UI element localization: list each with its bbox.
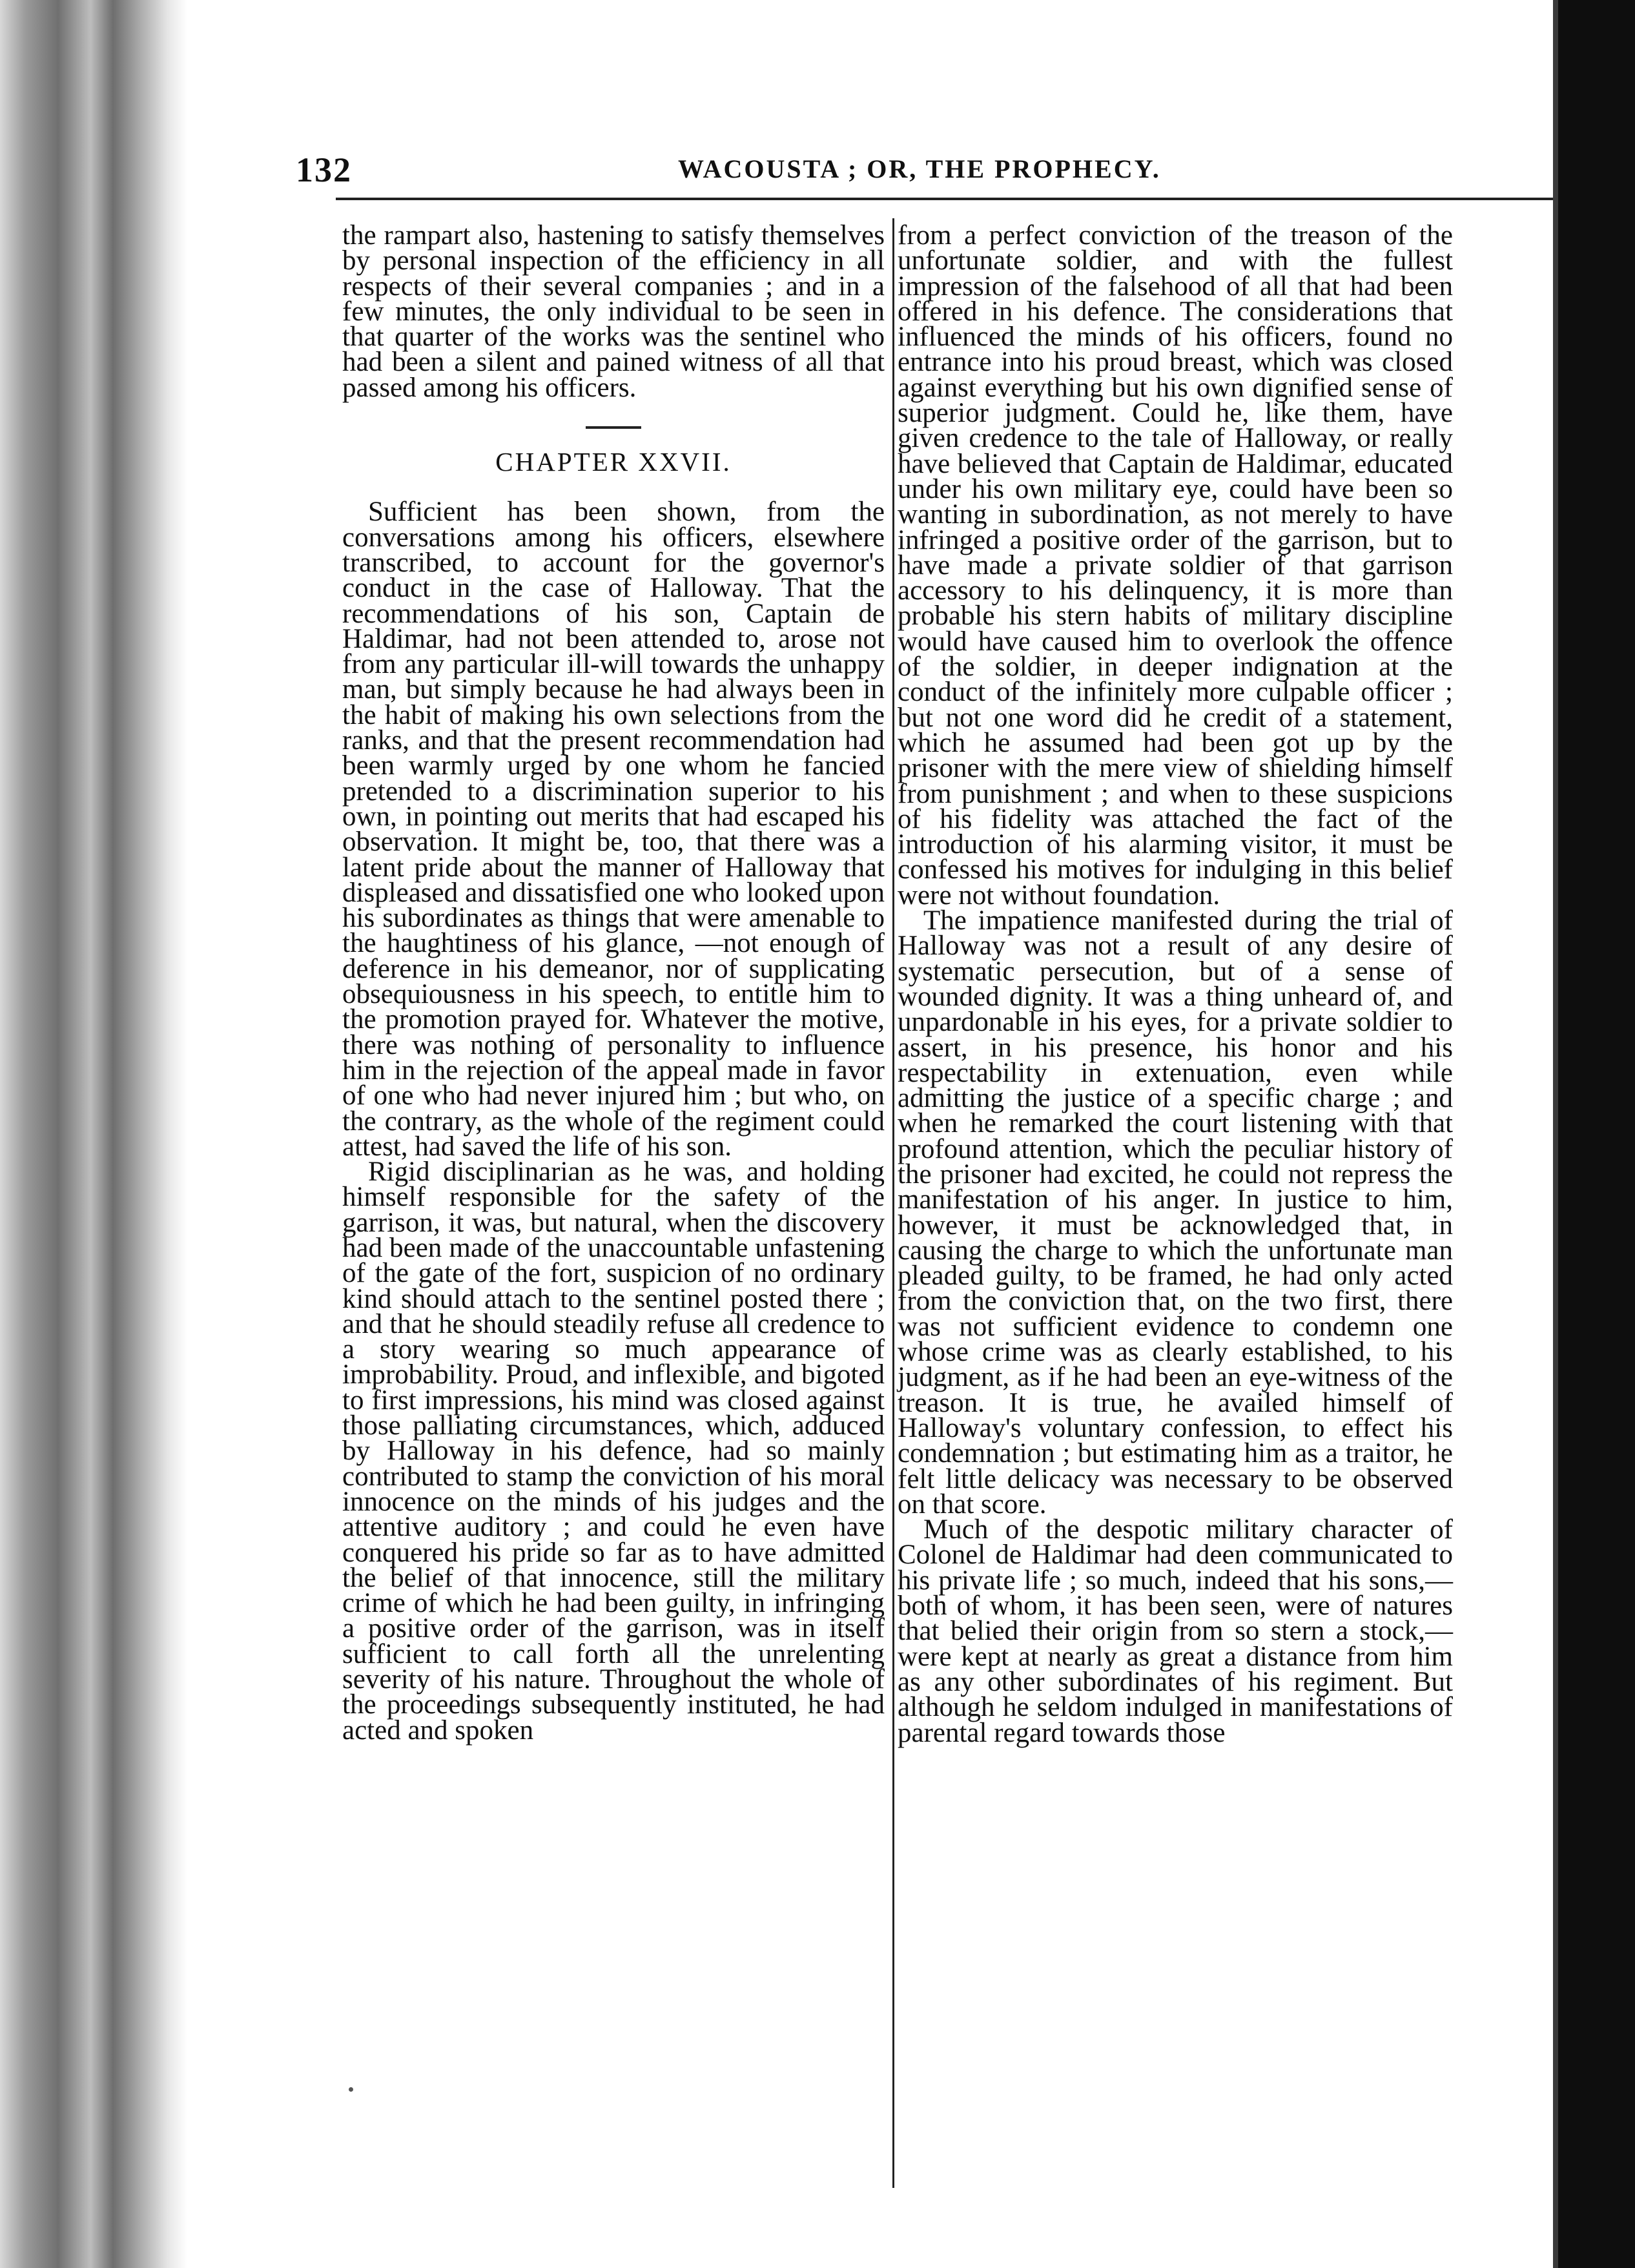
book-page [187,0,1553,2268]
running-head: WACOUSTA ; OR, THE PROPHECY. [678,154,1161,183]
paragraph: Sufficient has been shown, from the conversations among his officers, elsewhere transcribed, to account for the governor's conduct in the case of Halloway. That the recommendations of his son, Captain de Haldimar, had not been attended to, arose not from any particular ill-will towards the unhappy man, but simply because he had always been in the habit of making his own selections from the ranks, and that the present recommendation had been warmly urged by one whom he fancied pretended to a discrimination superior to his own, in pointing out merits that had escaped his observation. It might be, too, that there was a latent pride about the manner of Halloway that displeased and dissatisfied one who looked upon his subordinates as things that were amenable to the haughtiness of his glance, —not enough of deference in his demeanor, nor of supplicating obsequiousness in his speech, to entitle him to the promotion prayed for. Whatever the motive, there was nothing of personality to influence him in the rejection of the appeal made in favor of one who had never injured him ; but who, on the contrary, as the whole of the regiment could attest, had saved the life of his son. [342,497,885,1162]
section-divider [586,426,641,429]
paragraph: Rigid disciplinarian as he was, and holding himself responsible for the safety of the garrison, it was, but natural, when the discovery had been made of the unaccountable unfastening of the gate of the fort, suspicion of no ordinary kind should attach to the sentinel posted there ; and that he should steadily refuse all credence to a story wearing so much appearance of improbability. Proud, and inflexible, and bigoted to first impressions, his mind was closed against those palliating circumstances, which, adduced by Halloway in his defence, had so mainly contributed to stamp the conviction of his moral innocence on the minds of his judges and the attentive auditory ; and could he even have conquered his pride so far as to have admitted the belief of that innocence, still the military crime of which he had been guilty, in infringing a positive order of the garrison, was in itself sufficient to call forth all the unrelenting severity of his nature. Throughout the whole of the proceedings subsequently instituted, he had acted and spoken [342,1157,885,1746]
scan-dark-edge [1553,0,1635,2268]
scan-binding-shadow [0,0,187,2268]
left-column [342,220,885,1746]
paragraph: from a perfect conviction of the treason of the unfortunate soldier, and with the fullest impression of the falsehood of all that had been offered in his defence. The considerations that influenced the minds of his officers, found no entrance into his proud breast, which was closed against everything but his own dignified sense of superior judgment. Could he, like them, have given credence to the tale of Halloway, or really have believed that Captain de Haldimar, educated under his own military eye, could have been so wanting in subordination, as not merely to have infringed a positive order of the garrison, but to have made a private soldier of that garrison accessory to his delinquency, it is more than probable his stern habits of military discipline would have caused him to overlook the offence of the soldier, in deeper indignation at the conduct of the infinitely more culpable officer ; but not one word did he credit of a statement, which he assumed had been got up by the prisoner with the mere view of shielding himself from punishment ; and when to these suspicions of his fidelity was attached the fact of the introduction of his alarming visitor, it must be confessed his motives for indulging in this belief were not without foundation. [898,220,1453,911]
scan-speck [349,2087,353,2092]
paragraph: The impatience manifested during the trial of Halloway was not a result of any desire of systematic persecution, but of a sense of wounded dignity. It was a thing unheard of, and unpardonable in his eyes, for a private soldier to assert, in his presence, his honor and his respectability in extenuation, even while admitting the justice of a specific charge ; and when he remarked the court listening with that profound attention, which the peculiar history of the prisoner had excited, he could not repress the manifestation of his anger. In justice to him, however, it must be acknowledged that, in causing the charge to which the unfortunate man pleaded guilty, to be framed, he had only acted from the conviction that, on the two first, there was not sufficient evidence to condemn one whose crime was as clearly established, to his judgment, as if he had been an eye-witness of the treason. It is true, he availed himself of Halloway's voluntary confession, to effect his condemnation ; but estimating him as a traitor, he felt little delicacy was necessary to be observed on that score. [898,905,1453,1520]
column-divider [892,218,894,2188]
scan-edge-line [1553,0,1558,2268]
right-column [898,220,1453,1748]
header-rule [336,198,1576,200]
paragraph: the rampart also, hastening to satisfy themselves by personal inspection of the efficiency in all respects of their several companies ; and in a few minutes, the only individual to be seen in that quarter of the works was the sentinel who had been a silent and pained witness of all that passed among his officers. [342,220,885,403]
chapter-heading: CHAPTER XXVII. [495,447,732,477]
page-number: 132 [296,150,352,189]
paragraph: Much of the despotic military character of Colonel de Haldimar had deen communicated to his private life ; so much, indeed that his sons,—both of whom, it has been seen, were of natures that belied their origin from so stern a stock,—were kept at nearly as great a distance from him as any other subordinates of his regiment. But although he seldom indulged in manifestations of parental regard towards those [898,1514,1453,1748]
